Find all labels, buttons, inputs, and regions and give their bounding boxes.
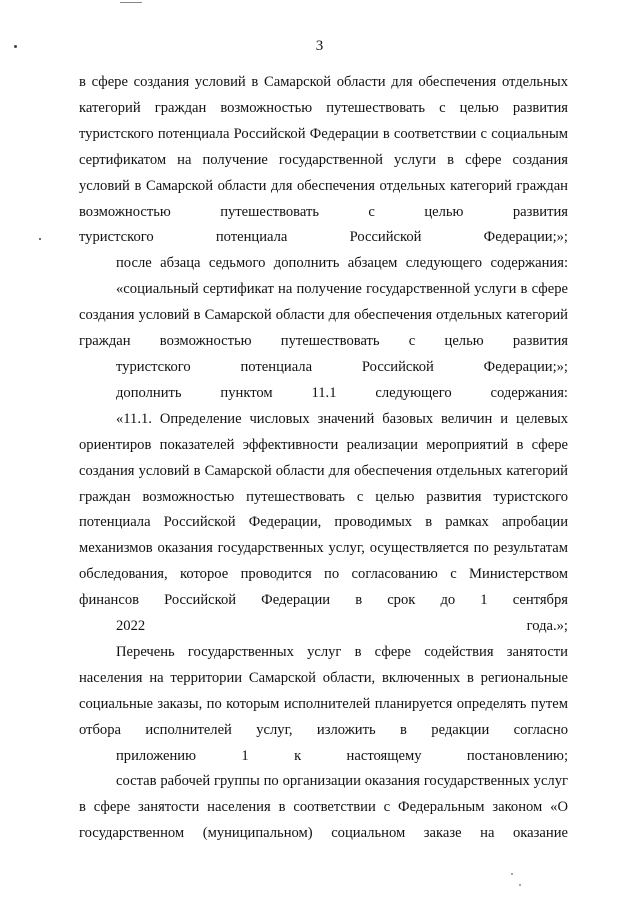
paragraph-4: [79, 381, 568, 407]
page-number: 3: [315, 38, 324, 54]
scan-speck: [519, 884, 521, 886]
paragraph-5: [79, 407, 568, 640]
paragraph-3-text: «социальный сертификат на получение государственной услуги в сфере создания условий в Самарской области для обеспечения отдельных категорий граждан возможностью путешествовать с целью развития: [79, 281, 568, 350]
paragraph-5-last-line: 2022 года.»;: [116, 618, 568, 635]
paragraph-6-text: Перечень государственных услуг в сфере содействия занятости населения на территории Самарской области, включенных в региональные социальные заказы, по которым исполнителей планируется определять путем отбора исполнителей услуг, изложить в редакции согласно: [79, 643, 568, 738]
paragraph-7: [79, 769, 568, 847]
paragraph-2: [79, 251, 568, 277]
paragraph-7-text: состав рабочей группы по организации оказания государственных услуг в сфере занятости населения в соответствии с Федеральным законом «О государственном (муниципальном) социальном заказе на оказание: [79, 773, 568, 842]
paragraph-1: [79, 70, 568, 251]
paragraph-1-last-line: туристского потенциала Российской Федерации;»;: [79, 229, 568, 246]
paragraph-6: [79, 640, 568, 770]
paragraph-6-last-line: приложению 1 к настоящему постановлению;: [116, 747, 568, 764]
scan-speck: [14, 45, 17, 48]
paragraph-2-last-line: после абзаца седьмого дополнить абзацем следующего содержания:: [116, 255, 568, 272]
paragraph-5-text: «11.1. Определение числовых значений базовых величин и целевых ориентиров показателей эффективности реализации мероприятий в сфере создания условий в Самарской области для обеспечения отдельных категорий граждан возможностью путешествовать с целью развития туристского потенциала Российской Федерации, проводимых в рамках апробации механизмов оказания государственных услуг, осуществляется по результатам обследования, которое проводится по согласованию с Министерством финансов Российской Федерации в срок до 1 сентября: [79, 410, 568, 609]
scan-speck: [511, 873, 513, 875]
paragraph-4-last-line: дополнить пунктом 11.1 следующего содержания:: [116, 384, 568, 401]
paragraph-1-text: в сфере создания условий в Самарской области для обеспечения отдельных категорий граждан возможностью путешествовать с целью развития туристского потенциала Российской Федерации в соответствии с социальным сертификатом на получение государственной услуги в сфере создания условий в Самарской области для обеспечения отдельных категорий граждан возможностью путешествовать с целью развития: [79, 74, 568, 220]
scan-speck: [39, 238, 41, 240]
paragraph-3: [79, 277, 568, 381]
scan-speck: [120, 2, 142, 3]
paragraph-3-last-line: туристского потенциала Российской Федерации;»;: [116, 358, 568, 375]
document-body: [79, 70, 568, 847]
